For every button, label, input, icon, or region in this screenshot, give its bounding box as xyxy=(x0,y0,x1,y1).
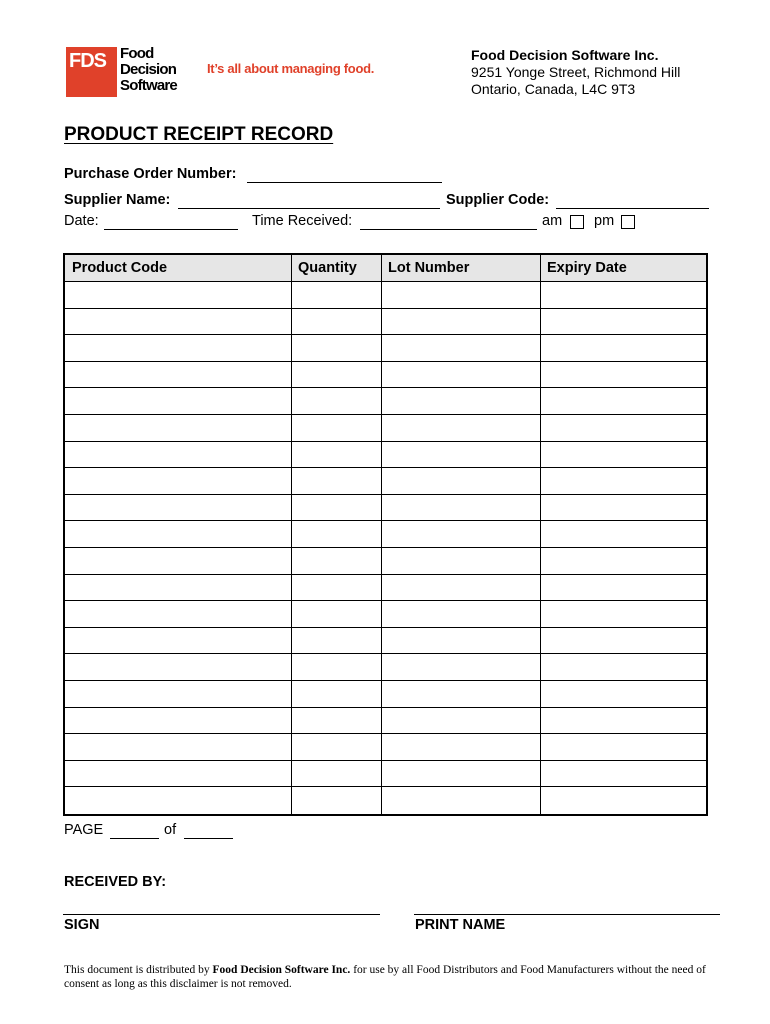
header-expiry-date: Expiry Date xyxy=(547,260,627,276)
table-row[interactable] xyxy=(65,388,706,415)
table-row[interactable] xyxy=(65,362,706,389)
received-by-label: RECEIVED BY: xyxy=(64,874,167,890)
logo-word-2: Decision xyxy=(120,61,177,78)
table-row[interactable] xyxy=(65,282,706,309)
table-row[interactable] xyxy=(65,734,706,761)
header-product-code: Product Code xyxy=(72,260,168,276)
table-row[interactable] xyxy=(65,787,706,814)
supplier-code-field[interactable] xyxy=(556,208,709,209)
am-checkbox[interactable] xyxy=(570,215,584,229)
receipt-table xyxy=(63,253,708,816)
table-row[interactable] xyxy=(65,708,706,735)
supplier-name-label: Supplier Name: xyxy=(64,192,171,208)
logo-word-3: Software xyxy=(120,77,177,94)
table-row[interactable] xyxy=(65,601,706,628)
page-total-field[interactable] xyxy=(184,838,233,839)
table-header xyxy=(65,255,706,282)
disclaimer-company: Food Decision Software Inc. xyxy=(212,964,351,976)
table-row[interactable] xyxy=(65,761,706,788)
table-row[interactable] xyxy=(65,468,706,495)
table-row[interactable] xyxy=(65,548,706,575)
page-of-label: of xyxy=(164,822,177,838)
supplier-name-field[interactable] xyxy=(178,208,440,209)
company-address-line1: 9251 Yonge Street, Richmond Hill xyxy=(471,64,681,80)
page-title: PRODUCT RECEIPT RECORD xyxy=(64,124,334,145)
table-body xyxy=(65,282,706,814)
table-row[interactable] xyxy=(65,495,706,522)
supplier-code-label: Supplier Code: xyxy=(446,192,550,208)
header-lot-number: Lot Number xyxy=(388,260,470,276)
table-row[interactable] xyxy=(65,442,706,469)
header-quantity: Quantity xyxy=(298,260,357,276)
table-row[interactable] xyxy=(65,575,706,602)
table-row[interactable] xyxy=(65,521,706,548)
pm-checkbox[interactable] xyxy=(621,215,635,229)
logo-wordmark xyxy=(120,46,177,94)
disclaimer-text-end: for use by all Food Distributors and Food Manufacturers without the need of consent as long as this disclaimer is not removed. xyxy=(64,964,706,990)
column-divider xyxy=(381,255,382,814)
company-address-line2: Ontario, Canada, L4C 9T3 xyxy=(471,81,636,97)
time-received-label: Time Received: xyxy=(252,213,353,229)
column-divider xyxy=(291,255,292,814)
disclaimer-text-start: This document is distributed by xyxy=(64,964,213,976)
logo-badge-text: FDS xyxy=(69,50,106,72)
po-number-field[interactable] xyxy=(247,182,442,183)
table-row[interactable] xyxy=(65,335,706,362)
sign-label: SIGN xyxy=(64,917,100,933)
print-name-label: PRINT NAME xyxy=(415,917,506,933)
am-label: am xyxy=(542,213,563,229)
date-label: Date: xyxy=(64,213,99,229)
date-field[interactable] xyxy=(104,229,238,230)
disclaimer xyxy=(64,963,724,991)
page-label: PAGE xyxy=(64,822,104,838)
table-row[interactable] xyxy=(65,415,706,442)
table-row[interactable] xyxy=(65,628,706,655)
fds-logo-badge xyxy=(66,47,117,97)
table-row[interactable] xyxy=(65,681,706,708)
sign-line[interactable] xyxy=(63,914,380,915)
table-row[interactable] xyxy=(65,309,706,336)
logo-word-1: Food xyxy=(120,45,154,62)
time-received-field[interactable] xyxy=(360,229,537,230)
po-number-label: Purchase Order Number: xyxy=(64,166,237,182)
column-divider xyxy=(540,255,541,814)
table-row[interactable] xyxy=(65,654,706,681)
pm-label: pm xyxy=(594,213,615,229)
tagline: It’s all about managing food. xyxy=(207,61,375,76)
company-info xyxy=(471,47,680,98)
page-number-field[interactable] xyxy=(110,838,159,839)
company-name: Food Decision Software Inc. xyxy=(471,47,659,63)
print-name-line[interactable] xyxy=(414,914,720,915)
